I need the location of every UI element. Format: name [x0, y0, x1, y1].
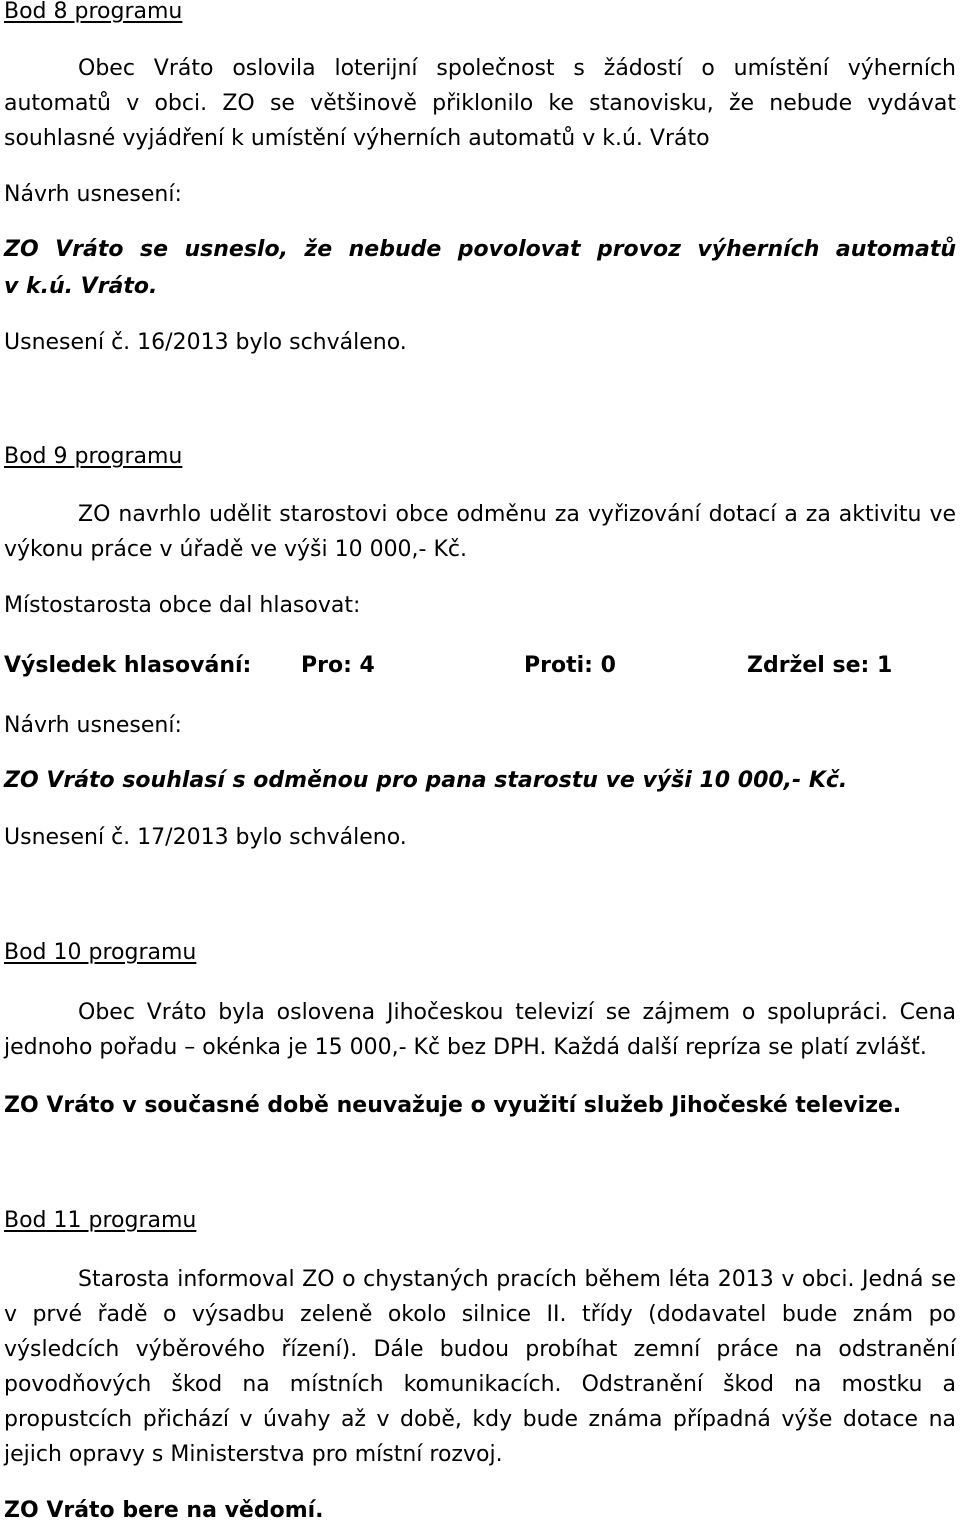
bod8-paragraph-line: automatů v obci. ZO se většinově přiklonilo ke stanovisku, že nebude vydávat	[4, 91, 956, 116]
bod11-paragraph-line: jejich opravy s Ministerstva pro místní rozvoj.	[4, 1442, 503, 1467]
bod8-paragraph-line: souhlasné vyjádření k umístění výherních automatů v k.ú. Vráto	[4, 126, 710, 151]
bod8-approved: Usnesení č. 16/2013 bylo schváleno.	[4, 330, 407, 355]
bod11-heading: Bod 11 programu	[4, 1208, 197, 1233]
bod9-resolution: ZO Vráto souhlasí s odměnou pro pana starostu ve výši 10 000,- Kč.	[4, 768, 848, 793]
bod9-paragraph-line: ZO navrhlo udělit starostovi obce odměnu za vyřizování dotací a za aktivitu ve	[78, 502, 956, 527]
bod9-navrh-label: Návrh usnesení:	[4, 713, 182, 738]
bod11-conclusion: ZO Vráto bere na vědomí.	[4, 1498, 324, 1523]
bod8-resolution-line: v k.ú. Vráto.	[4, 274, 158, 299]
bod11-paragraph-line: povodňových škod na místních komunikacích. Odstranění škod na mostku a	[4, 1372, 956, 1397]
bod8-navrh-label: Návrh usnesení:	[4, 182, 182, 207]
bod10-paragraph-line: Obec Vráto byla oslovena Jihočeskou televizí se zájmem o spolupráci. Cena	[78, 1000, 956, 1025]
vote-pro: Pro: 4	[301, 653, 375, 678]
bod9-vote-intro: Místostarosta obce dal hlasovat:	[4, 593, 361, 618]
bod10-paragraph-line: jednoho pořadu – okénka je 15 000,- Kč bez DPH. Každá další repríza se platí zvlášť.	[4, 1035, 927, 1060]
bod9-paragraph-line: výkonu práce v úřadě ve výši 10 000,- Kč.	[4, 537, 467, 562]
bod10-heading: Bod 10 programu	[4, 940, 197, 965]
vote-zdrzel: Zdržel se: 1	[747, 653, 893, 678]
bod8-resolution-line: ZO Vráto se usneslo, že nebude povolovat provoz výherních automatů	[4, 237, 956, 262]
bod9-heading: Bod 9 programu	[4, 444, 183, 469]
bod8-paragraph-line: Obec Vráto oslovila loterijní společnost s žádostí o umístění výherních	[78, 56, 956, 81]
bod10-conclusion: ZO Vráto v současné době neuvažuje o využití služeb Jihočeské televize.	[4, 1093, 902, 1118]
vote-result-label: Výsledek hlasování:	[4, 653, 252, 678]
bod9-approved: Usnesení č. 17/2013 bylo schváleno.	[4, 825, 407, 850]
vote-proti: Proti: 0	[524, 653, 616, 678]
bod11-paragraph-line: propustcích přichází v úvahy až v době, kdy bude známa případná výše dotace na	[4, 1407, 956, 1432]
bod11-paragraph-line: výsledcích výběrového řízení). Dále budou probíhat zemní práce na odstranění	[4, 1337, 956, 1362]
bod11-paragraph-line: v prvé řadě o výsadbu zeleně okolo silnice II. třídy (dodavatel bude znám po	[4, 1302, 956, 1327]
bod8-heading: Bod 8 programu	[4, 0, 183, 24]
bod11-paragraph-line: Starosta informoval ZO o chystaných pracích během léta 2013 v obci. Jedná se	[78, 1267, 956, 1292]
